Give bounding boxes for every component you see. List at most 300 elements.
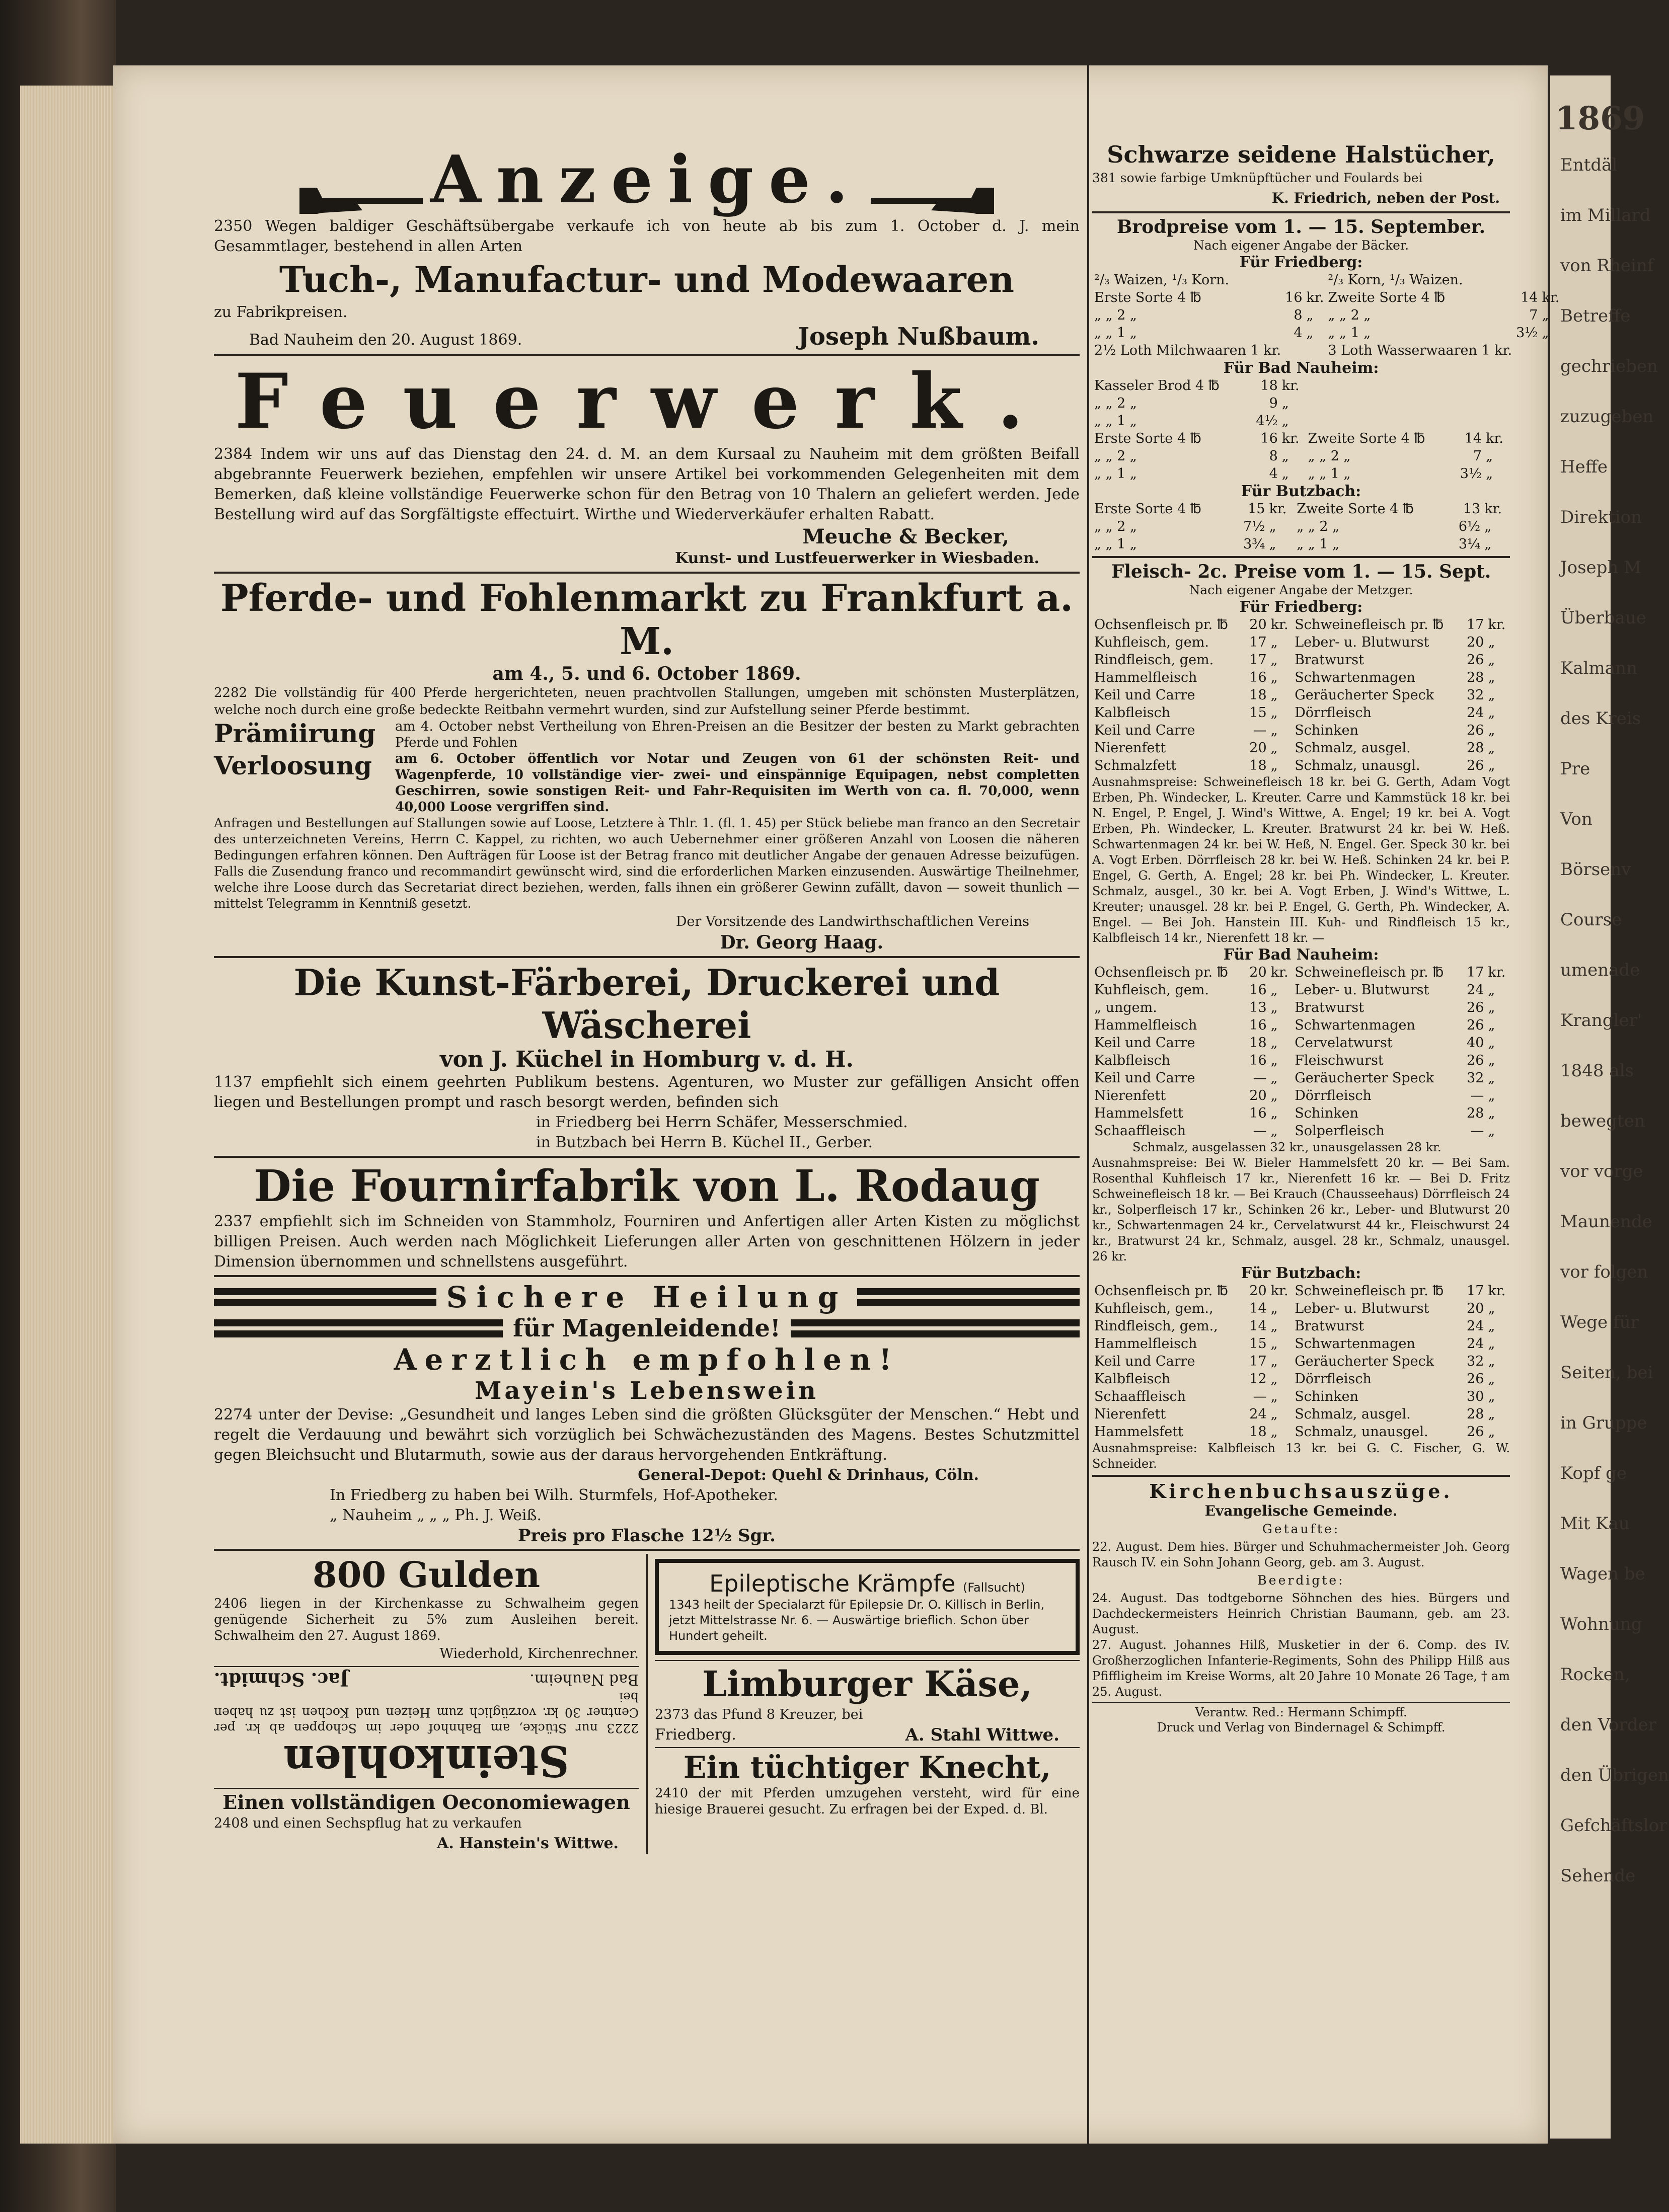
price-cell bbox=[1514, 271, 1540, 289]
price-cell: 16 bbox=[1249, 670, 1267, 685]
price-cell: 20 bbox=[1249, 617, 1267, 633]
price-cell: Keil und Carre bbox=[1094, 1035, 1195, 1051]
fournir-ad bbox=[214, 1161, 1080, 1272]
price-row bbox=[1092, 1282, 1510, 1300]
price-cell: Kasseler Brod 4 ℔ bbox=[1094, 378, 1220, 393]
heilung-text: 2274 unter der Devise: „Gesundheit und langes Leben sind die größten Glücksgüter der Menschen.“ Hebt und regelt die Verdauung und bewährt sich vorzüglich bei Schwächezuständen des Magens. Bestes Schutzmittel gegen Bleichsucht und Blutarmuth, sowie aus der daraus hervorgehenden Entkräftung. bbox=[214, 1406, 1080, 1464]
gulden-title: 800 Gulden bbox=[312, 1554, 541, 1596]
price-cell: „ bbox=[1270, 635, 1278, 650]
kaese-title: Limburger Käse, bbox=[702, 1663, 1032, 1705]
price-cell: kr. bbox=[1488, 965, 1506, 980]
price-row bbox=[1092, 324, 1561, 342]
price-cell: 8 bbox=[1269, 448, 1278, 464]
facing-page-fragment-line: zuzugeben bbox=[1560, 407, 1654, 427]
price-cell: 3 Loth Wasserwaaren 1 kr. bbox=[1328, 343, 1512, 358]
price-cell: „ bbox=[1488, 1371, 1495, 1387]
price-cell: 28 bbox=[1467, 740, 1484, 756]
price-row bbox=[1092, 669, 1510, 686]
price-cell: 28 bbox=[1467, 670, 1484, 685]
price-cell: 32 bbox=[1467, 687, 1484, 703]
price-cell: „ „ 2 „ bbox=[1328, 307, 1371, 323]
price-cell: „ bbox=[1488, 982, 1495, 998]
price-cell bbox=[1305, 271, 1326, 289]
kaese-text: 2373 das Pfund 8 Kreuzer, bei bbox=[655, 1707, 863, 1722]
price-cell: 4 bbox=[1269, 466, 1278, 482]
price-cell: 24 bbox=[1467, 1336, 1484, 1352]
price-cell: kr. bbox=[1306, 290, 1324, 305]
pferdemarkt-ad bbox=[214, 577, 1080, 953]
price-cell: Rindfleisch, gem., bbox=[1094, 1318, 1218, 1334]
price-cell: Kalbfleisch bbox=[1094, 705, 1171, 721]
price-cell: „ bbox=[1270, 723, 1278, 738]
price-cell: 28 bbox=[1467, 1105, 1484, 1121]
praemiirung-label: Prämiirung bbox=[214, 719, 376, 748]
imprint-editor: Verantw. Red.: Hermann Schimpff. bbox=[1195, 1705, 1407, 1719]
price-cell: 8 bbox=[1294, 307, 1303, 323]
price-cell bbox=[1283, 271, 1304, 289]
facing-page-fragment-line: Von bbox=[1560, 809, 1592, 829]
price-row bbox=[1092, 1052, 1510, 1069]
price-cell: 26 bbox=[1467, 1371, 1484, 1387]
verloosung-label: Verloosung bbox=[214, 751, 372, 780]
price-cell: kr. bbox=[1281, 378, 1300, 393]
price-cell: Dörrfleisch bbox=[1295, 1371, 1372, 1387]
price-cell: 24 bbox=[1249, 1406, 1267, 1422]
price-cell: 3¼ bbox=[1458, 536, 1481, 552]
price-cell: Keil und Carre bbox=[1094, 1354, 1195, 1369]
price-cell: „ „ 1 „ bbox=[1094, 536, 1137, 552]
price-cell bbox=[1283, 342, 1304, 359]
price-cell: 13 bbox=[1249, 1000, 1267, 1015]
facing-page-fragment-line: im Millard bbox=[1560, 205, 1651, 225]
price-row bbox=[1092, 1423, 1510, 1441]
kunstfaerberei-line1: in Friedberg bei Herrn Schäfer, Messerschmied. bbox=[536, 1114, 908, 1131]
pferdemarkt-sign2: Dr. Georg Haag. bbox=[720, 932, 883, 953]
fleisch-title: Fleisch- 2c. Preise vom 1. — 15. Sept. bbox=[1111, 561, 1491, 582]
facing-page-fragment-line: von Rheinf bbox=[1560, 256, 1654, 276]
halstuecher-ad bbox=[1092, 141, 1510, 208]
price-cell: 18 bbox=[1249, 1424, 1267, 1440]
price-cell: „ bbox=[1488, 1301, 1495, 1316]
price-cell: Schinken bbox=[1295, 723, 1358, 738]
epilepsie-title: Epileptische Krämpfe bbox=[709, 1570, 956, 1597]
price-cell: „ bbox=[1488, 1406, 1495, 1422]
price-cell: Geräucherter Speck bbox=[1295, 687, 1434, 703]
knecht-ad bbox=[655, 1750, 1080, 1818]
price-cell: Ochsenfleisch pr. ℔ bbox=[1094, 965, 1228, 980]
price-cell: 6½ bbox=[1458, 519, 1481, 534]
price-cell: Schwartenmagen bbox=[1295, 1336, 1415, 1352]
price-cell: Kalbfleisch bbox=[1094, 1371, 1171, 1387]
facing-page-fragment-line: Kopf ge bbox=[1560, 1463, 1627, 1483]
fleisch-friedberg-table bbox=[1092, 616, 1510, 774]
price-cell: 12 bbox=[1249, 1371, 1267, 1387]
price-cell: 14 bbox=[1521, 290, 1538, 305]
left-column bbox=[214, 141, 1080, 1854]
price-row bbox=[1092, 999, 1510, 1016]
price-cell: „ bbox=[1270, 1017, 1278, 1033]
pferdemarkt-text2: Anfragen und Bestellungen auf Stallungen sowie auf Loose, Letztere à Thlr. 1. (fl. 1. 45) per Stück beliebe man franco an den Secretair des unterzeichneten Vereins, Herrn C. Kappel, zu richten, wo auch Uebernehmer einer größeren Anzahl von Loosen die näheren Bedingungen erfahren können. Den Aufträgen für Loose ist der Betrag franco mit deutlicher Angabe der genauen Adresse beizufügen. Falls die Zusendung franco und recommandirt gewünscht wird, sind die erforderlichen Marken einzusenden. Auswärtige Theilnehmer, welche ihre Loose durch das Secretariat direct beziehen, werden, falls ihnen ein größerer Gewinn zufällt, davon — soweit thunlich — mittelst Telegramm in Kenntniß gesetzt. bbox=[214, 816, 1080, 911]
price-cell: „ bbox=[1488, 758, 1495, 773]
price-row bbox=[1092, 289, 1561, 306]
price-cell: 20 bbox=[1249, 1283, 1267, 1299]
facing-page-fragment-line: Betreffe bbox=[1560, 306, 1631, 326]
price-cell: „ „ 2 „ bbox=[1094, 396, 1137, 411]
price-cell: 26 bbox=[1467, 723, 1484, 738]
price-cell: „ bbox=[1270, 1389, 1278, 1404]
price-cell: „ bbox=[1270, 1088, 1278, 1103]
price-cell: kr. bbox=[1484, 501, 1502, 517]
price-cell: 3½ bbox=[1460, 466, 1482, 482]
price-cell: 26 bbox=[1467, 1053, 1484, 1068]
price-cell bbox=[1484, 394, 1510, 412]
brodpreise-nauheim-title: Für Bad Nauheim: bbox=[1223, 359, 1379, 377]
price-cell: 16 bbox=[1249, 1017, 1267, 1033]
fleisch-friedberg-ausnahme: Ausnahmspreise: Schweinefleisch 18 kr. bei G. Gerth, Adam Vogt Erben, Ph. Windecker, L. Kreuter. Carre und Kammstück 18 kr. bei N. Engel, P. Engel, J. Wind's Wittwe, A. Engel; 19 kr. bei A. Vogt Erben, Ph. Windecker, L. Kreuter. Bratwurst 24 kr. bei W. Heß. Schwartenmagen 24 kr. bei W. Heß, N. Engel. Ger. Speck 30 kr. bei A. Vogt Erben. Dörrfleisch 28 kr. bei W. Heß. Schinken 24 kr. bei P. Engel, G. Gerth, A. Engel; 28 kr. bei Ph. Windecker, L. Kreuter. Schmalz, ausgel., 30 kr. bei A. Vogt Erben, J. Wind's Wittwe, L. Kreuter; unausgel. 28 kr. bei P. Engel, G. Gerth, Ph. Windecker, A. Engel. — Bei Joh. Hanstein III. Kuh- und Rindfleisch 15 kr., Kalbfleisch 14 kr., Nierenfett 18 kr. — bbox=[1092, 775, 1510, 945]
anzeige-ad bbox=[214, 141, 1080, 351]
price-cell: „ „ 1 „ bbox=[1094, 413, 1137, 429]
price-cell: 18 bbox=[1249, 1035, 1267, 1051]
steinkohlen-ad-upside-down bbox=[214, 1669, 639, 1786]
price-cell: „ bbox=[1270, 670, 1278, 685]
feuerwerk-text: 2384 Indem wir uns auf das Dienstag den 24. d. M. an dem Kursaal zu Nauheim mit dem größten Beifall abgebrannte Feuerwerk beziehen, empfehlen wir unsere Artikel bei vorkommenden Gelegenheiten mit dem Bemerken, daß kleine vollständige Feuerwerke schon für den Betrag von 10 Thalern an geliefert werden. Jede Bestellung wird auf das Sorgfältigste effectuirt. Wirthe und Wiederverkäufer erhalten Rabatt. bbox=[214, 445, 1080, 523]
price-cell bbox=[1453, 377, 1484, 394]
price-cell: „ bbox=[1488, 1035, 1495, 1051]
price-cell: „ bbox=[1488, 1088, 1495, 1103]
price-cell: 28 bbox=[1467, 1406, 1484, 1422]
feuerwerk-firm-sub: Kunst- und Lustfeuerwerker in Wiesbaden. bbox=[675, 549, 1039, 567]
facing-page-fragment-line: vor folgen bbox=[1560, 1262, 1648, 1282]
price-cell bbox=[1484, 377, 1510, 394]
price-row bbox=[1092, 271, 1561, 289]
kaese-sign: A. Stahl Wittwe. bbox=[905, 1725, 1059, 1745]
pferdemarkt-sign1: Der Vorsitzende des Landwirthschaftlichen Vereins bbox=[675, 914, 1029, 929]
price-cell: Leber- u. Blutwurst bbox=[1295, 635, 1429, 650]
knecht-text: 2410 der mit Pferden umzugehen versteht, wird für eine hiesige Brauerei gesucht. Zu erfragen bei der Exped. d. Bl. bbox=[655, 1786, 1080, 1817]
kaese-place: Friedberg. bbox=[655, 1726, 736, 1744]
price-cell: 17 bbox=[1467, 1283, 1484, 1299]
price-cell: 17 bbox=[1249, 635, 1267, 650]
halstuecher-sign: K. Friedrich, neben der Post. bbox=[1271, 190, 1500, 206]
price-cell: Schmalz, unausgl. bbox=[1295, 758, 1420, 773]
price-cell: „ bbox=[1270, 1424, 1278, 1440]
facing-page-fragment-line: Seiten, bei bbox=[1560, 1363, 1653, 1383]
facing-page-fragment-line: Joseph M bbox=[1560, 558, 1641, 578]
feuerwerk-title: Feuerwerk. bbox=[235, 357, 1059, 446]
anzeige-place-date: Bad Nauheim den 20. August 1869. bbox=[249, 331, 522, 349]
price-cell: Hammelfleisch bbox=[1094, 1017, 1197, 1033]
price-cell: „ bbox=[1270, 652, 1278, 668]
kunstfaerberei-ad bbox=[214, 961, 1080, 1153]
pointing-hand-icon bbox=[297, 183, 428, 218]
oeconomie-ad bbox=[214, 1791, 639, 1854]
price-cell: „ bbox=[1306, 325, 1314, 341]
price-cell: Hammelsfett bbox=[1094, 1105, 1183, 1121]
price-cell: „ „ 2 „ bbox=[1297, 519, 1340, 534]
fleisch-nauheim-table bbox=[1092, 964, 1510, 1140]
price-row bbox=[1092, 342, 1561, 359]
price-row bbox=[1092, 465, 1510, 483]
price-row bbox=[1092, 1388, 1510, 1405]
price-row bbox=[1092, 616, 1510, 634]
facing-page-fragment-line: Wagen be bbox=[1560, 1564, 1645, 1584]
price-cell: „ bbox=[1488, 723, 1495, 738]
price-cell: 2½ Loth Milchwaaren 1 kr. bbox=[1094, 343, 1281, 358]
facing-page-fragment-line: Börsenv bbox=[1560, 859, 1631, 880]
facing-page-fragment-line: Heffe bbox=[1560, 457, 1608, 477]
price-cell: 4 bbox=[1294, 325, 1303, 341]
price-cell: Rindfleisch, gem. bbox=[1094, 652, 1214, 668]
price-cell: „ bbox=[1269, 519, 1276, 534]
price-cell bbox=[1306, 377, 1453, 394]
price-cell: „ bbox=[1270, 1000, 1278, 1015]
heilung-sub1: für Magenleidende! bbox=[513, 1314, 781, 1342]
facing-page-fragment-line: Direktion bbox=[1560, 507, 1642, 527]
price-cell bbox=[1484, 412, 1510, 430]
price-row bbox=[1092, 1317, 1510, 1335]
price-row bbox=[1092, 1300, 1510, 1317]
brodpreise-butzbach-table bbox=[1092, 500, 1510, 553]
price-cell: Schweinefleisch pr. ℔ bbox=[1295, 1283, 1444, 1299]
price-cell: 17 bbox=[1467, 965, 1484, 980]
facing-page-number: 1869 bbox=[1555, 100, 1645, 137]
price-cell: 18 bbox=[1249, 687, 1267, 703]
price-cell: Hammelsfett bbox=[1094, 1424, 1183, 1440]
price-cell: „ „ 1 „ bbox=[1094, 466, 1137, 482]
kunstfaerberei-text: 1137 empfiehlt sich einem geehrten Publikum bestens. Agenturen, wo Muster zur gefälligen Ansicht offen liegen und Bestellungen prompt und rasch besorgt werden, befinden sich bbox=[214, 1073, 1080, 1111]
price-cell: 16 bbox=[1285, 290, 1303, 305]
price-row bbox=[1092, 430, 1510, 447]
price-cell: „ bbox=[1270, 1105, 1278, 1121]
price-cell: kr. bbox=[1270, 617, 1288, 633]
facing-page-fragment-line: den Vorder bbox=[1560, 1715, 1656, 1735]
price-cell: „ bbox=[1488, 1123, 1495, 1139]
anzeige-headline: Tuch-, Manufactur- und Modewaaren bbox=[279, 259, 1015, 300]
price-cell: „ „ 1 „ bbox=[1094, 325, 1137, 341]
price-cell: „ „ 2 „ bbox=[1094, 448, 1137, 464]
price-cell: Dörrfleisch bbox=[1295, 1088, 1372, 1103]
gulden-ad bbox=[214, 1554, 639, 1664]
price-cell: Geräucherter Speck bbox=[1295, 1354, 1434, 1369]
fleisch-nauheim-schmalz: Schmalz, ausgelassen 32 kr., unausgelassen 28 kr. bbox=[1132, 1140, 1442, 1154]
price-row bbox=[1092, 1104, 1510, 1122]
price-cell: 26 bbox=[1467, 1017, 1484, 1033]
facing-page-fragment-line: Course bbox=[1560, 910, 1622, 930]
price-cell: „ bbox=[1488, 705, 1495, 721]
fleisch-friedberg-title: Für Friedberg: bbox=[1239, 598, 1363, 616]
facing-page-fragment-line: Entdäl bbox=[1560, 155, 1618, 175]
price-cell: 13 bbox=[1463, 501, 1481, 517]
price-cell: „ bbox=[1488, 687, 1495, 703]
price-row bbox=[1092, 500, 1510, 518]
price-cell: Schweinefleisch pr. ℔ bbox=[1295, 965, 1444, 980]
verloosung-text: am 6. October öffentlich vor Notar und Zeugen von 61 der schönsten Reit- und Wagenpferde, 10 vollständige vier- zwei- und einspännige Equipagen, nebst completten Geschirren, sowie sonstigen Reit- und Fahr-Requisiten im Werth von ca. fl. 70,000, wenn 40,000 Loose vergriffen sind. bbox=[395, 751, 1080, 815]
price-cell bbox=[1514, 342, 1540, 359]
feuerwerk-firm: Meuche & Becker, bbox=[802, 525, 1009, 548]
price-cell: „ bbox=[1270, 1070, 1278, 1086]
price-cell: „ bbox=[1281, 396, 1289, 411]
price-row bbox=[1092, 1087, 1510, 1104]
kunstfaerberei-sub: von J. Küchel in Homburg v. d. H. bbox=[440, 1047, 854, 1072]
price-cell: 18 bbox=[1249, 758, 1267, 773]
fleisch-butzbach-title: Für Butzbach: bbox=[1241, 1265, 1361, 1282]
kaese-ad bbox=[655, 1663, 1080, 1745]
price-cell: Nierenfett bbox=[1094, 1088, 1166, 1103]
price-cell: Schweinefleisch pr. ℔ bbox=[1295, 617, 1444, 633]
price-cell bbox=[1306, 412, 1453, 430]
price-cell: Schaaffleisch bbox=[1094, 1389, 1186, 1404]
price-cell: kr. bbox=[1270, 1283, 1288, 1299]
price-row bbox=[1092, 1335, 1510, 1353]
price-cell: „ „ 1 „ bbox=[1328, 325, 1371, 341]
kunstfaerberei-line2: in Butzbach bei Herrn B. Küchel II., Gerber. bbox=[536, 1134, 873, 1151]
epilepsie-text: 1343 heilt der Specialarzt für Epilepsie Dr. O. Killisch in Berlin, jetzt Mittelstrasse Nr. 6. — Auswärtige brieflich. Schon über Hundert geheilt. bbox=[669, 1598, 1045, 1643]
right-column bbox=[1092, 141, 1560, 1735]
price-cell: kr. bbox=[1486, 431, 1503, 446]
price-cell: „ bbox=[1281, 448, 1289, 464]
price-cell: Zweite Sorte 4 ℔ bbox=[1297, 501, 1414, 517]
price-cell: „ bbox=[1270, 1123, 1278, 1139]
facing-page-fragment-line: umenade bbox=[1560, 960, 1640, 980]
price-cell: Schmalz, ausgel. bbox=[1295, 740, 1411, 756]
price-cell: 16 bbox=[1249, 982, 1267, 998]
kirchenbuch-beerdigte-text1: 24. August. Das todtgeborne Söhnchen des hies. Bürgers und Dachdeckermeisters Heinrich Christian Baumann, geb. am 23. August. bbox=[1092, 1591, 1510, 1636]
price-row bbox=[1092, 739, 1510, 757]
anzeige-text: 2350 Wegen baldiger Geschäftsübergabe verkaufe ich von heute ab bis zum 1. October d. J. mein Gesammtlager, bestehend in allen Arten bbox=[214, 217, 1080, 255]
newspaper-page bbox=[113, 65, 1560, 2144]
price-cell: „ bbox=[1486, 466, 1493, 482]
price-cell: ²/₃ Korn, ¹/₃ Waizen. bbox=[1328, 272, 1463, 288]
price-cell: Keil und Carre bbox=[1094, 723, 1195, 738]
feuerwerk-ad bbox=[214, 359, 1080, 569]
kirchenbuch-getaufte-text: 22. August. Dem hies. Bürger und Schuhmachermeister Joh. Georg Rausch IV. ein Sohn Johann Georg, geb. am 3. August. bbox=[1092, 1540, 1510, 1569]
facing-page-fragment-line: Pre bbox=[1560, 759, 1590, 779]
kirchenbuch-beerdigte-text2: 27. August. Johannes Hilß, Musketier in der 6. Comp. des IV. Großherzoglichen Infanterie-Regiments, Sohn des Philipp Hilß aus Pfiffligheim im Kreise Worms, alt 20 Jahre 10 Monate 26 Tage, † am 25. August. bbox=[1092, 1638, 1510, 1699]
price-cell: 32 bbox=[1467, 1070, 1484, 1086]
price-cell: Geräucherter Speck bbox=[1295, 1070, 1434, 1086]
facing-page-fragment-line: Überbaue bbox=[1560, 608, 1646, 628]
kirchenbuch-section bbox=[1092, 1480, 1510, 1735]
price-cell: Zweite Sorte 4 ℔ bbox=[1328, 290, 1446, 305]
price-cell: Hammelfleisch bbox=[1094, 670, 1197, 685]
price-cell: Erste Sorte 4 ℔ bbox=[1094, 290, 1201, 305]
price-cell: kr. bbox=[1488, 617, 1506, 633]
price-cell: 20 bbox=[1467, 1301, 1484, 1316]
price-cell: 17 bbox=[1249, 652, 1267, 668]
price-cell: — bbox=[1253, 1070, 1267, 1086]
fleisch-sub: Nach eigener Angabe der Metzger. bbox=[1189, 583, 1413, 597]
price-cell: Schinken bbox=[1295, 1105, 1358, 1121]
price-cell: 7 bbox=[1473, 448, 1482, 464]
price-row bbox=[1092, 686, 1510, 704]
price-row bbox=[1092, 518, 1510, 535]
kirchenbuch-getaufte: Getaufte: bbox=[1262, 1522, 1340, 1536]
pointing-hand-icon bbox=[866, 183, 997, 218]
price-cell: „ bbox=[1488, 1424, 1495, 1440]
price-cell: „ bbox=[1270, 982, 1278, 998]
price-cell: Dörrfleisch bbox=[1295, 705, 1372, 721]
price-cell: Solperfleisch bbox=[1295, 1123, 1385, 1139]
price-cell: Erste Sorte 4 ℔ bbox=[1094, 501, 1201, 517]
price-row bbox=[1092, 535, 1510, 553]
price-cell: „ bbox=[1488, 635, 1495, 650]
price-row bbox=[1092, 1370, 1510, 1388]
price-row bbox=[1092, 447, 1510, 465]
facing-page-fragment-line: Wohnung bbox=[1560, 1614, 1642, 1634]
praemiirung-text: am 4. October nebst Vertheilung von Ehren-Preisen an die Besitzer der besten zu Markt gebrachten Pferde und Fohlen bbox=[395, 719, 1080, 750]
bottom-right-ads bbox=[648, 1554, 1080, 1854]
price-row bbox=[1092, 634, 1510, 651]
price-cell: 15 bbox=[1248, 501, 1265, 517]
price-cell: „ bbox=[1488, 1354, 1495, 1369]
price-cell: „ bbox=[1488, 1336, 1495, 1352]
kirchenbuch-beerdigte: Beerdigte: bbox=[1257, 1573, 1345, 1588]
price-cell: „ bbox=[1270, 1354, 1278, 1369]
price-cell: „ bbox=[1270, 1336, 1278, 1352]
price-cell: 24 bbox=[1467, 705, 1484, 721]
price-cell: Kuhfleisch, gem. bbox=[1094, 635, 1209, 650]
price-cell: kr. bbox=[1542, 290, 1560, 305]
price-row bbox=[1092, 964, 1510, 981]
price-cell: 20 bbox=[1467, 635, 1484, 650]
price-cell: 26 bbox=[1467, 652, 1484, 668]
price-cell: 20 bbox=[1249, 965, 1267, 980]
facing-page-fragment-line: Krangler' bbox=[1560, 1010, 1642, 1031]
price-cell: 26 bbox=[1467, 758, 1484, 773]
price-cell: „ bbox=[1542, 325, 1549, 341]
price-cell: „ bbox=[1281, 413, 1289, 429]
price-cell: 17 bbox=[1249, 1354, 1267, 1369]
price-cell: Fleischwurst bbox=[1295, 1053, 1384, 1068]
price-cell: „ ungem. bbox=[1094, 1000, 1157, 1015]
price-cell: 4½ bbox=[1256, 413, 1278, 429]
price-cell: „ bbox=[1488, 1053, 1495, 1068]
pferdemarkt-title: Pferde- und Fohlenmarkt zu Frankfurt a. M. bbox=[220, 577, 1074, 663]
price-cell: Keil und Carre bbox=[1094, 687, 1195, 703]
oeconomie-title: Einen vollständigen Oeconomiewagen bbox=[222, 1791, 630, 1813]
price-row bbox=[1092, 377, 1510, 394]
price-cell: „ bbox=[1484, 536, 1492, 552]
price-cell: kr. bbox=[1270, 965, 1288, 980]
price-row bbox=[1092, 757, 1510, 774]
fleisch-butzbach-ausnahme: Ausnahmspreise: Kalbfleisch 13 kr. bei G. C. Fischer, G. W. Schneider. bbox=[1092, 1441, 1510, 1471]
price-cell: „ bbox=[1270, 705, 1278, 721]
price-cell: 32 bbox=[1467, 1354, 1484, 1369]
price-row bbox=[1092, 412, 1510, 430]
price-cell: Cervelatwurst bbox=[1295, 1035, 1393, 1051]
facing-page-fragment-line: Maunende bbox=[1560, 1212, 1652, 1232]
price-row bbox=[1092, 1122, 1510, 1140]
price-cell: Schaaffleisch bbox=[1094, 1123, 1186, 1139]
price-cell: 7 bbox=[1529, 307, 1538, 323]
price-cell: — bbox=[1253, 1123, 1267, 1139]
facing-page-fragment-line: Wege für bbox=[1560, 1312, 1639, 1332]
page-edges bbox=[20, 86, 121, 2144]
price-cell bbox=[1453, 394, 1484, 412]
price-cell: 18 bbox=[1260, 378, 1278, 393]
price-cell: „ „ 2 „ bbox=[1094, 307, 1137, 323]
price-cell bbox=[1306, 394, 1453, 412]
price-cell: Leber- u. Blutwurst bbox=[1295, 982, 1429, 998]
price-cell: — bbox=[1253, 723, 1267, 738]
price-row bbox=[1092, 1353, 1510, 1370]
price-cell bbox=[1540, 271, 1561, 289]
price-cell: 3½ bbox=[1516, 325, 1538, 341]
price-cell: Schwartenmagen bbox=[1295, 1017, 1415, 1033]
facing-page-fragment bbox=[1550, 75, 1669, 2139]
brodpreise-sub: Nach eigener Angabe der Bäcker. bbox=[1193, 238, 1409, 253]
price-cell: Schmalzfett bbox=[1094, 758, 1177, 773]
